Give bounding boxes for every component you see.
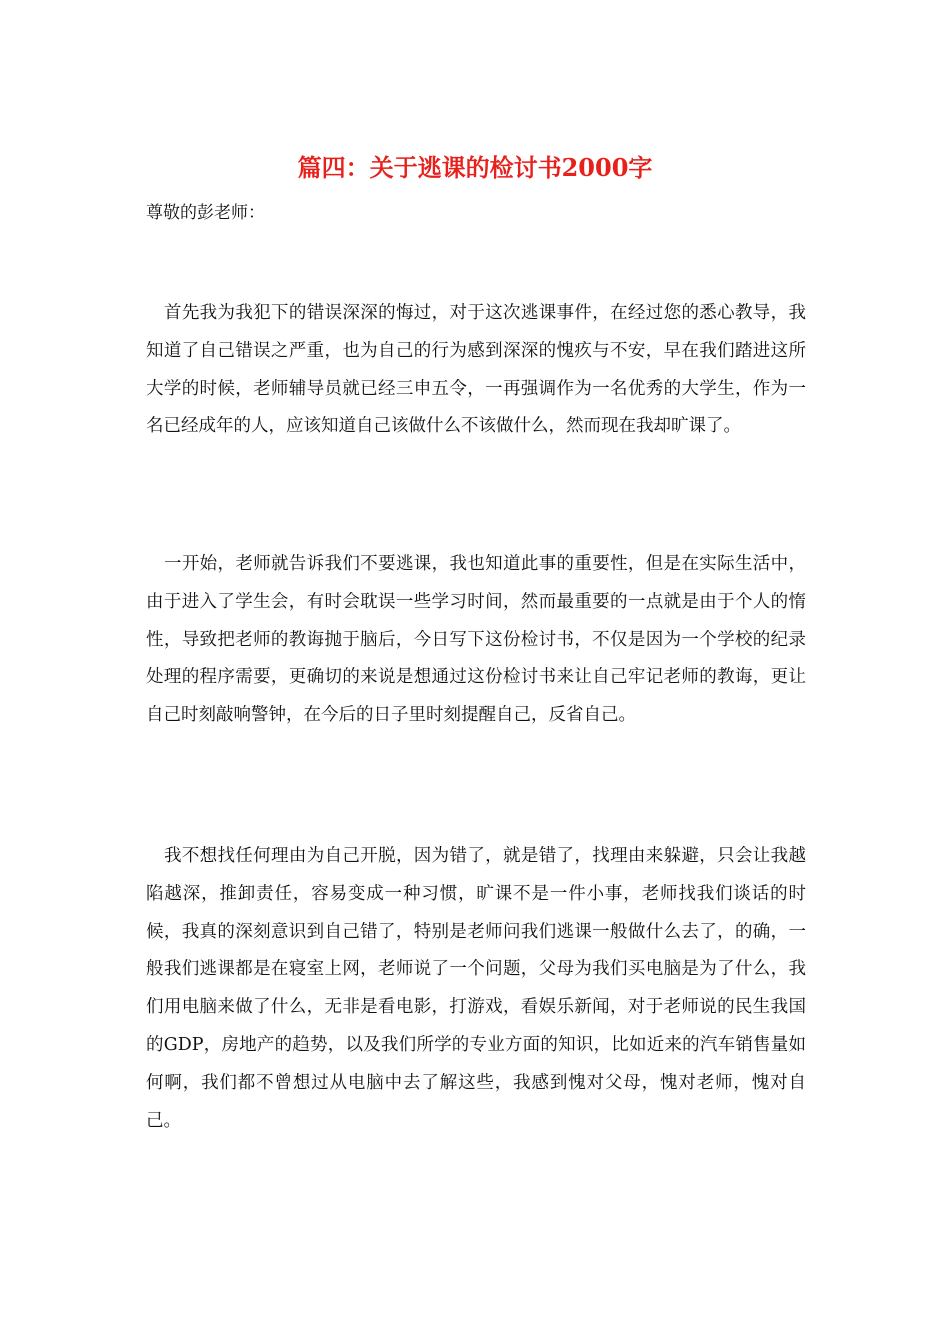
paragraph-3: 我不想找任何理由为自己开脱，因为错了，就是错了，找理由来躲避，只会让我越陷越深，推卸责任，容易变成一种习惯，旷课不是一件小事，老师找我们谈话的时候，我真的深刻意识到自己错了，特别是老师问我们逃课一般做什么去了，的确，一般我们逃课都是在寝室上网，老师说了一个问题，父母为我们买电脑是为了什么，我们用电脑来做了什么，无非是看电影，打游戏，看娱乐新闻，对于老师说的民生我国的GDP，房地产的趋势，以及我们所学的专业方面的知识，比如近来的汽车销售量如何啊，我们都不曾想过从电脑中去了解这些，我感到愧对父母，愧对老师，愧对自己。	[146, 846, 806, 1131]
salutation: 尊敬的彭老师：	[146, 203, 265, 223]
paragraph-1: 首先我为我犯下的错误深深的悔过，对于这次逃课事件，在经过您的悉心教导，我知道了自己错误之严重，也为自己的行为感到深深的愧疚与不安，早在我们踏进这所大学的时候，老师辅导员就已经三申五令，一再强调作为一名优秀的大学生，作为一名已经成年的人，应该知道自己该做什么不该做什么，然而现在我却旷课了。	[146, 303, 806, 437]
document-title: 篇四：关于逃课的检讨书2000字	[297, 153, 653, 182]
paragraph-2: 一开始，老师就告诉我们不要逃课，我也知道此事的重要性，但是在实际生活中，由于进入了学生会，有时会耽误一些学习时间，然而最重要的一点就是由于个人的惰性，导致把老师的教诲抛于脑后，今日写下这份检讨书，不仅是因为一个学校的纪录处理的程序需要，更确切的来说是想通过这份检讨书来让自己牢记老师的教诲，更让自己时刻敲响警钟，在今后的日子里时刻提醒自己，反省自己。	[146, 554, 806, 726]
